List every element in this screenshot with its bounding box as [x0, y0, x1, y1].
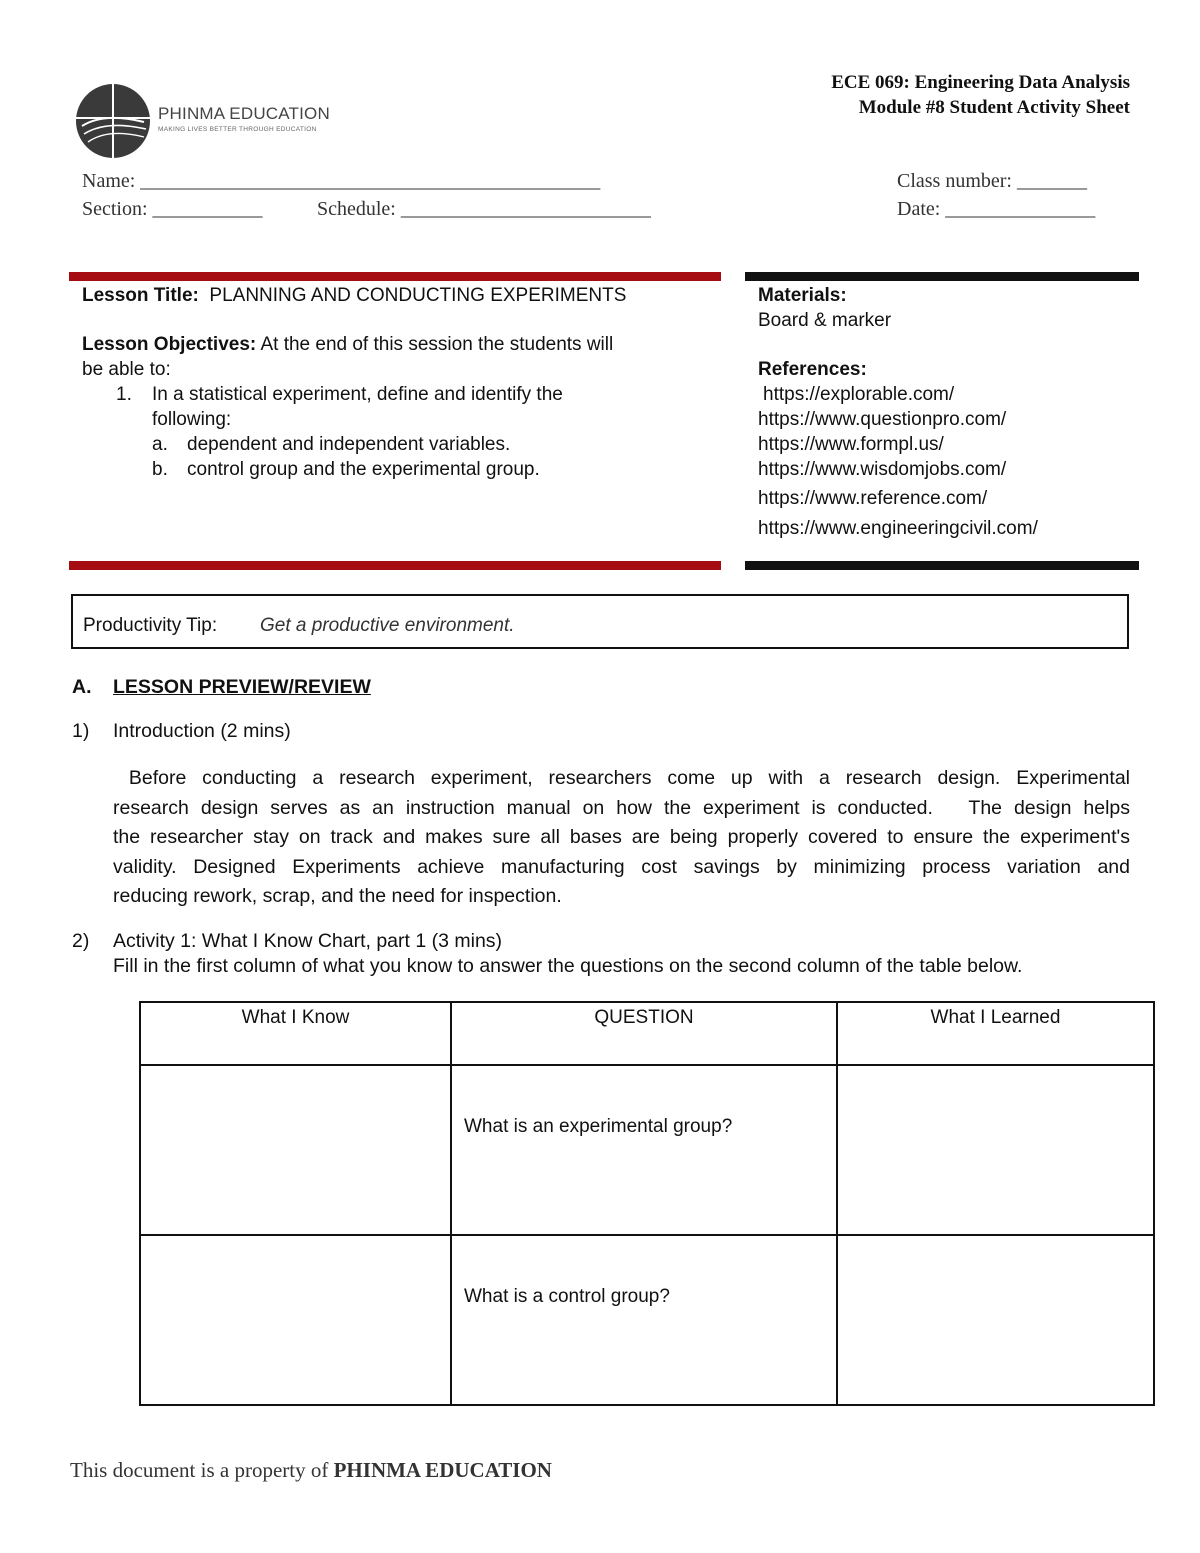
date-field[interactable]: Date: _______________	[897, 198, 1096, 220]
materials-label: Materials:	[758, 285, 847, 306]
course-title: Engineering Data Analysis	[914, 72, 1130, 93]
lesson-top-divider	[69, 272, 721, 281]
activity-item: 2) Activity 1: What I Know Chart, part 1 (3 mins) Fill in the first column of what you know to answer the questions on the second column of the table below.	[72, 930, 1023, 977]
footer-owner: PHINMA EDUCATION	[333, 1458, 552, 1482]
lesson-objectives-cont: be able to:	[82, 359, 171, 380]
logo-tagline: MAKING LIVES BETTER THROUGH EDUCATION	[158, 126, 317, 133]
objective-item-1: 1. In a statistical experiment, define and identify the following:	[116, 384, 563, 430]
section-a-heading: A. LESSON PREVIEW/REVIEW	[72, 676, 371, 698]
schedule-field[interactable]: Schedule: _________________________	[317, 198, 651, 220]
table-row	[140, 1065, 1154, 1235]
section-field[interactable]: Section: ___________	[82, 198, 263, 220]
header-what-i-know: What I Know	[140, 1002, 451, 1065]
reference-link[interactable]: https://www.wisdomjobs.com/	[758, 459, 1007, 480]
what-i-know-table	[139, 1001, 1155, 1406]
header-what-i-learned: What I Learned	[837, 1002, 1154, 1065]
course-code: ECE 069:	[831, 72, 910, 93]
references-label: References:	[758, 359, 867, 380]
question-cell: What is an experimental group?	[451, 1065, 837, 1235]
materials-value: Board & marker	[758, 310, 892, 331]
course-header	[831, 70, 1130, 120]
objective-sub-a: a. dependent and independent variables.	[152, 434, 511, 455]
table-row	[140, 1235, 1154, 1405]
table-header-row	[140, 1002, 1154, 1065]
logo-name: PHINMA EDUCATION	[158, 104, 330, 123]
lesson-info	[82, 283, 722, 482]
lesson-objectives: Lesson Objectives: At the end of this session the students will	[82, 334, 614, 355]
reference-link[interactable]: https://explorable.com/	[763, 384, 955, 405]
what-i-know-cell[interactable]	[140, 1065, 451, 1235]
materials-info	[758, 283, 1138, 541]
header-question: QUESTION	[451, 1002, 837, 1065]
intro-item: 1) Introduction (2 mins)	[72, 720, 291, 742]
name-field[interactable]: Name: ______________________________________________	[82, 170, 601, 192]
productivity-tip-box	[71, 594, 1129, 649]
what-i-learned-cell[interactable]	[837, 1065, 1154, 1235]
intro-paragraph: Before conducting a research experiment, researchers come up with a research design. Experimental research design serves as an instruction manual on how the experiment is conducted. The design helps the researcher stay on track and makes sure all bases are being properly covered to ensure the experiment's validity. Designed Experiments achieve manufacturing cost savings by minimizing process variation and reducing rework, scrap, and the need for inspection.	[113, 767, 1130, 907]
materials-top-divider	[745, 272, 1139, 281]
tip-label: Productivity Tip:	[83, 615, 218, 636]
objective-sub-b: b. control group and the experimental group.	[152, 459, 540, 480]
question-cell: What is a control group?	[451, 1235, 837, 1405]
what-i-know-cell[interactable]	[140, 1235, 451, 1405]
module-title: Module #8 Student Activity Sheet	[858, 97, 1130, 118]
phinma-logo	[74, 82, 334, 160]
lesson-bottom-divider	[69, 561, 721, 570]
tip-text: Get a productive environment.	[260, 615, 515, 636]
lesson-title: Lesson Title: PLANNING AND CONDUCTING EXPERIMENTS	[82, 285, 627, 306]
class-number-field[interactable]: Class number: _______	[897, 170, 1087, 192]
reference-link[interactable]: https://www.engineeringcivil.com/	[758, 518, 1038, 539]
footer-prefix: This document is a property of	[70, 1458, 329, 1482]
reference-link[interactable]: https://www.questionpro.com/	[758, 409, 1007, 430]
what-i-learned-cell[interactable]	[837, 1235, 1154, 1405]
reference-link[interactable]: https://www.reference.com/	[758, 488, 988, 509]
footer	[70, 1458, 552, 1483]
reference-link[interactable]: https://www.formpl.us/	[758, 434, 944, 455]
materials-bottom-divider	[745, 561, 1139, 570]
